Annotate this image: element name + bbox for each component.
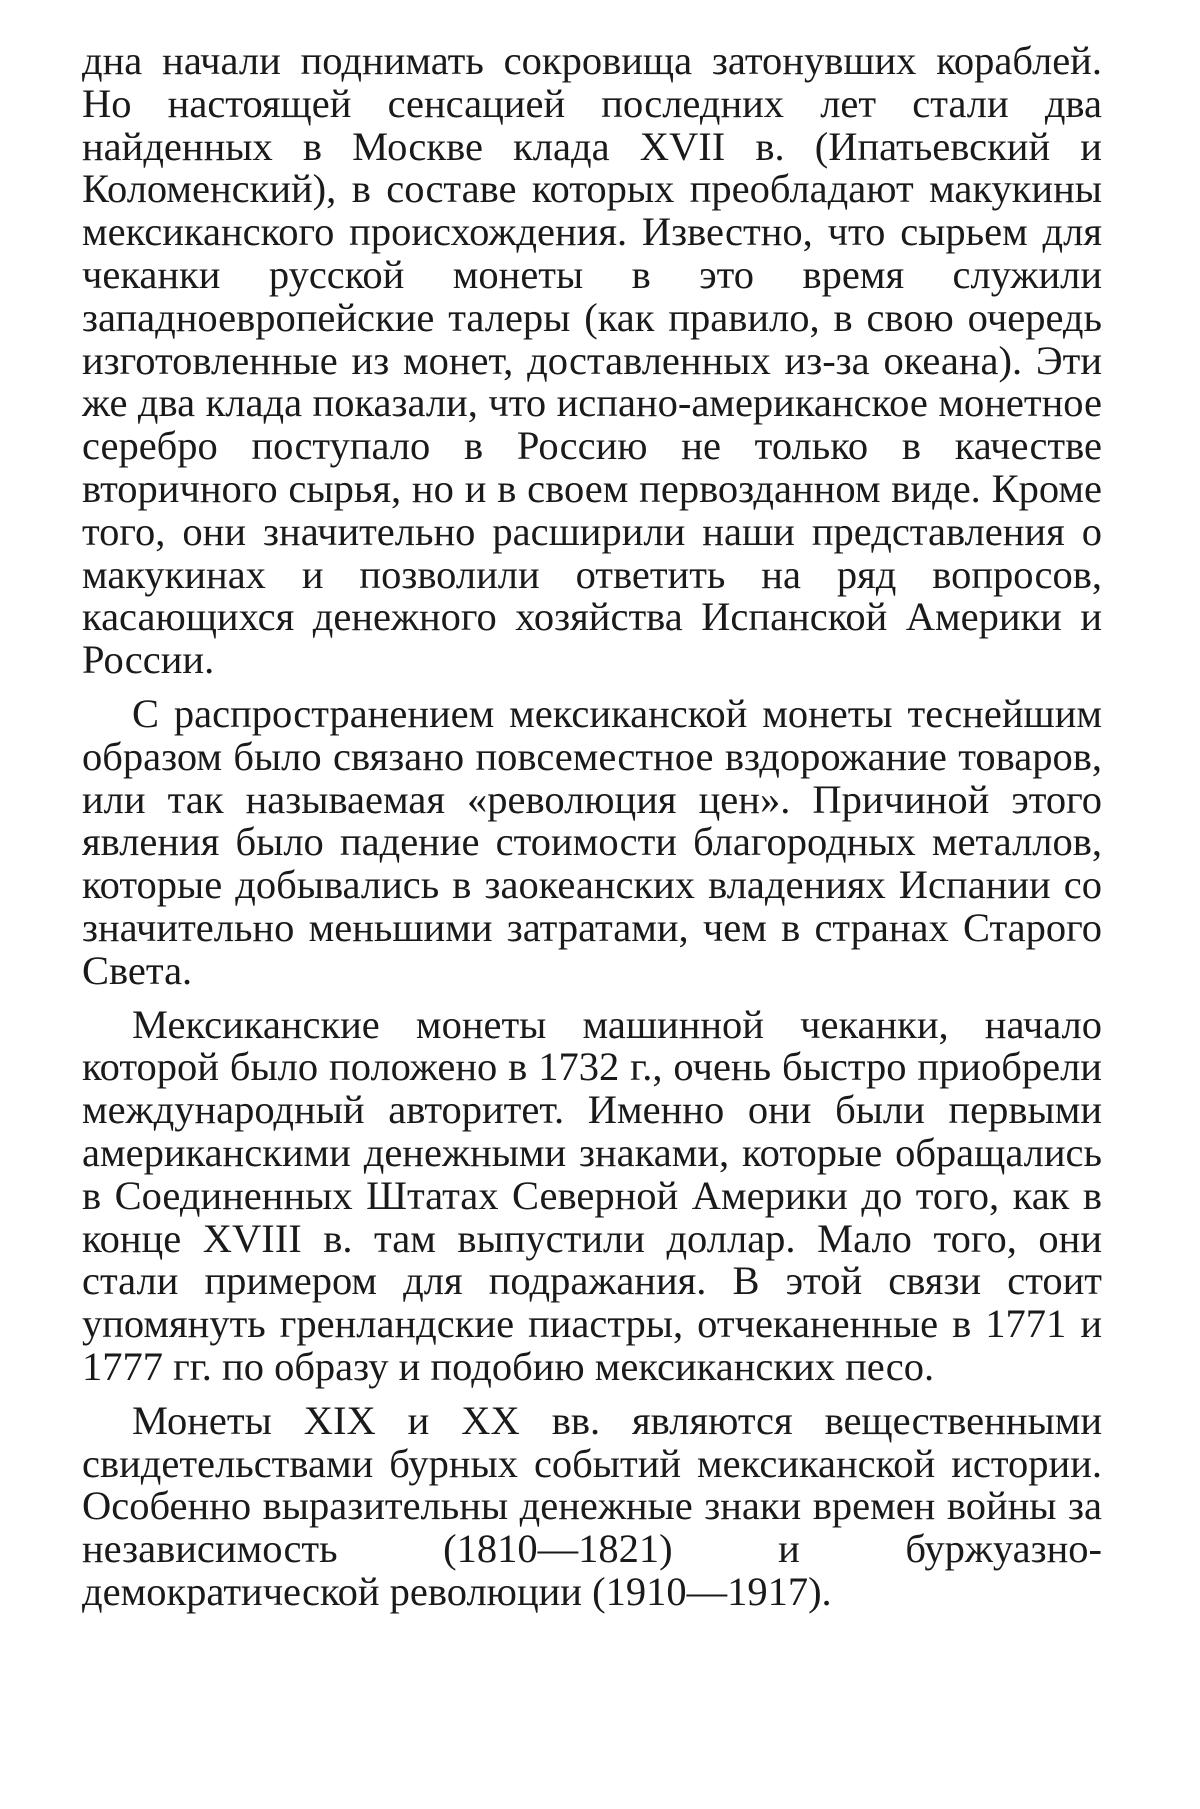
page-text xyxy=(82,40,1102,1614)
paragraph-1: дна начали поднимать сокровища затонувших кораблей. Но настоящей сенсацией последних лет стали два найденных в Москве клада XVII в. (Ипатьевский и Коломенский), в составе которых преобладают макукины мексиканского происхождения. Известно, что сырьем для чеканки русской монеты в это время служили западноевропейские талеры (как правило, в свою очередь изготовленные из монет, доставленных из-за океана). Эти же два клада показали, что испано-американское монетное серебро поступало в Россию не только в качестве вторичного сырья, но и в своем первозданном виде. Кроме того, они значительно расширили наши представления о макукинах и позволили ответить на ряд вопросов, касающихся денежного хозяйства Испанской Америки и России. xyxy=(82,38,1102,683)
paragraph-4: Монеты XIX и XX вв. являются вещественными свидетельствами бурных событий мексиканской истории. Особенно выразительны денежные знаки времен войны за независимость (1810—1821) и буржуазно-демократической революции (1910—1917). xyxy=(82,1397,1102,1614)
paragraph-2: С распространением мексиканской монеты теснейшим образом было связано повсеместное вздорожание товаров, или так называемая «революция цен». Причиной этого явления было падение стоимости благородных металлов, которые добывались в заокеанских владениях Испании со значительно меньшими затратами, чем в странах Старого Света. xyxy=(82,690,1102,993)
paragraph-3: Мексиканские монеты машинной чеканки, начало которой было положено в 1732 г., очень быстро приобрели международный авторитет. Именно они были первыми американскими денежными знаками, которые обращались в Соединенных Штатах Северной Америки до того, как в конце XVIII в. там выпустили доллар. Мало того, они стали примером для подражания. В этой связи стоит упомянуть гренландские пиастры, отчеканенные в 1771 и 1777 гг. по образу и подобию мексиканских песо. xyxy=(82,1001,1102,1389)
